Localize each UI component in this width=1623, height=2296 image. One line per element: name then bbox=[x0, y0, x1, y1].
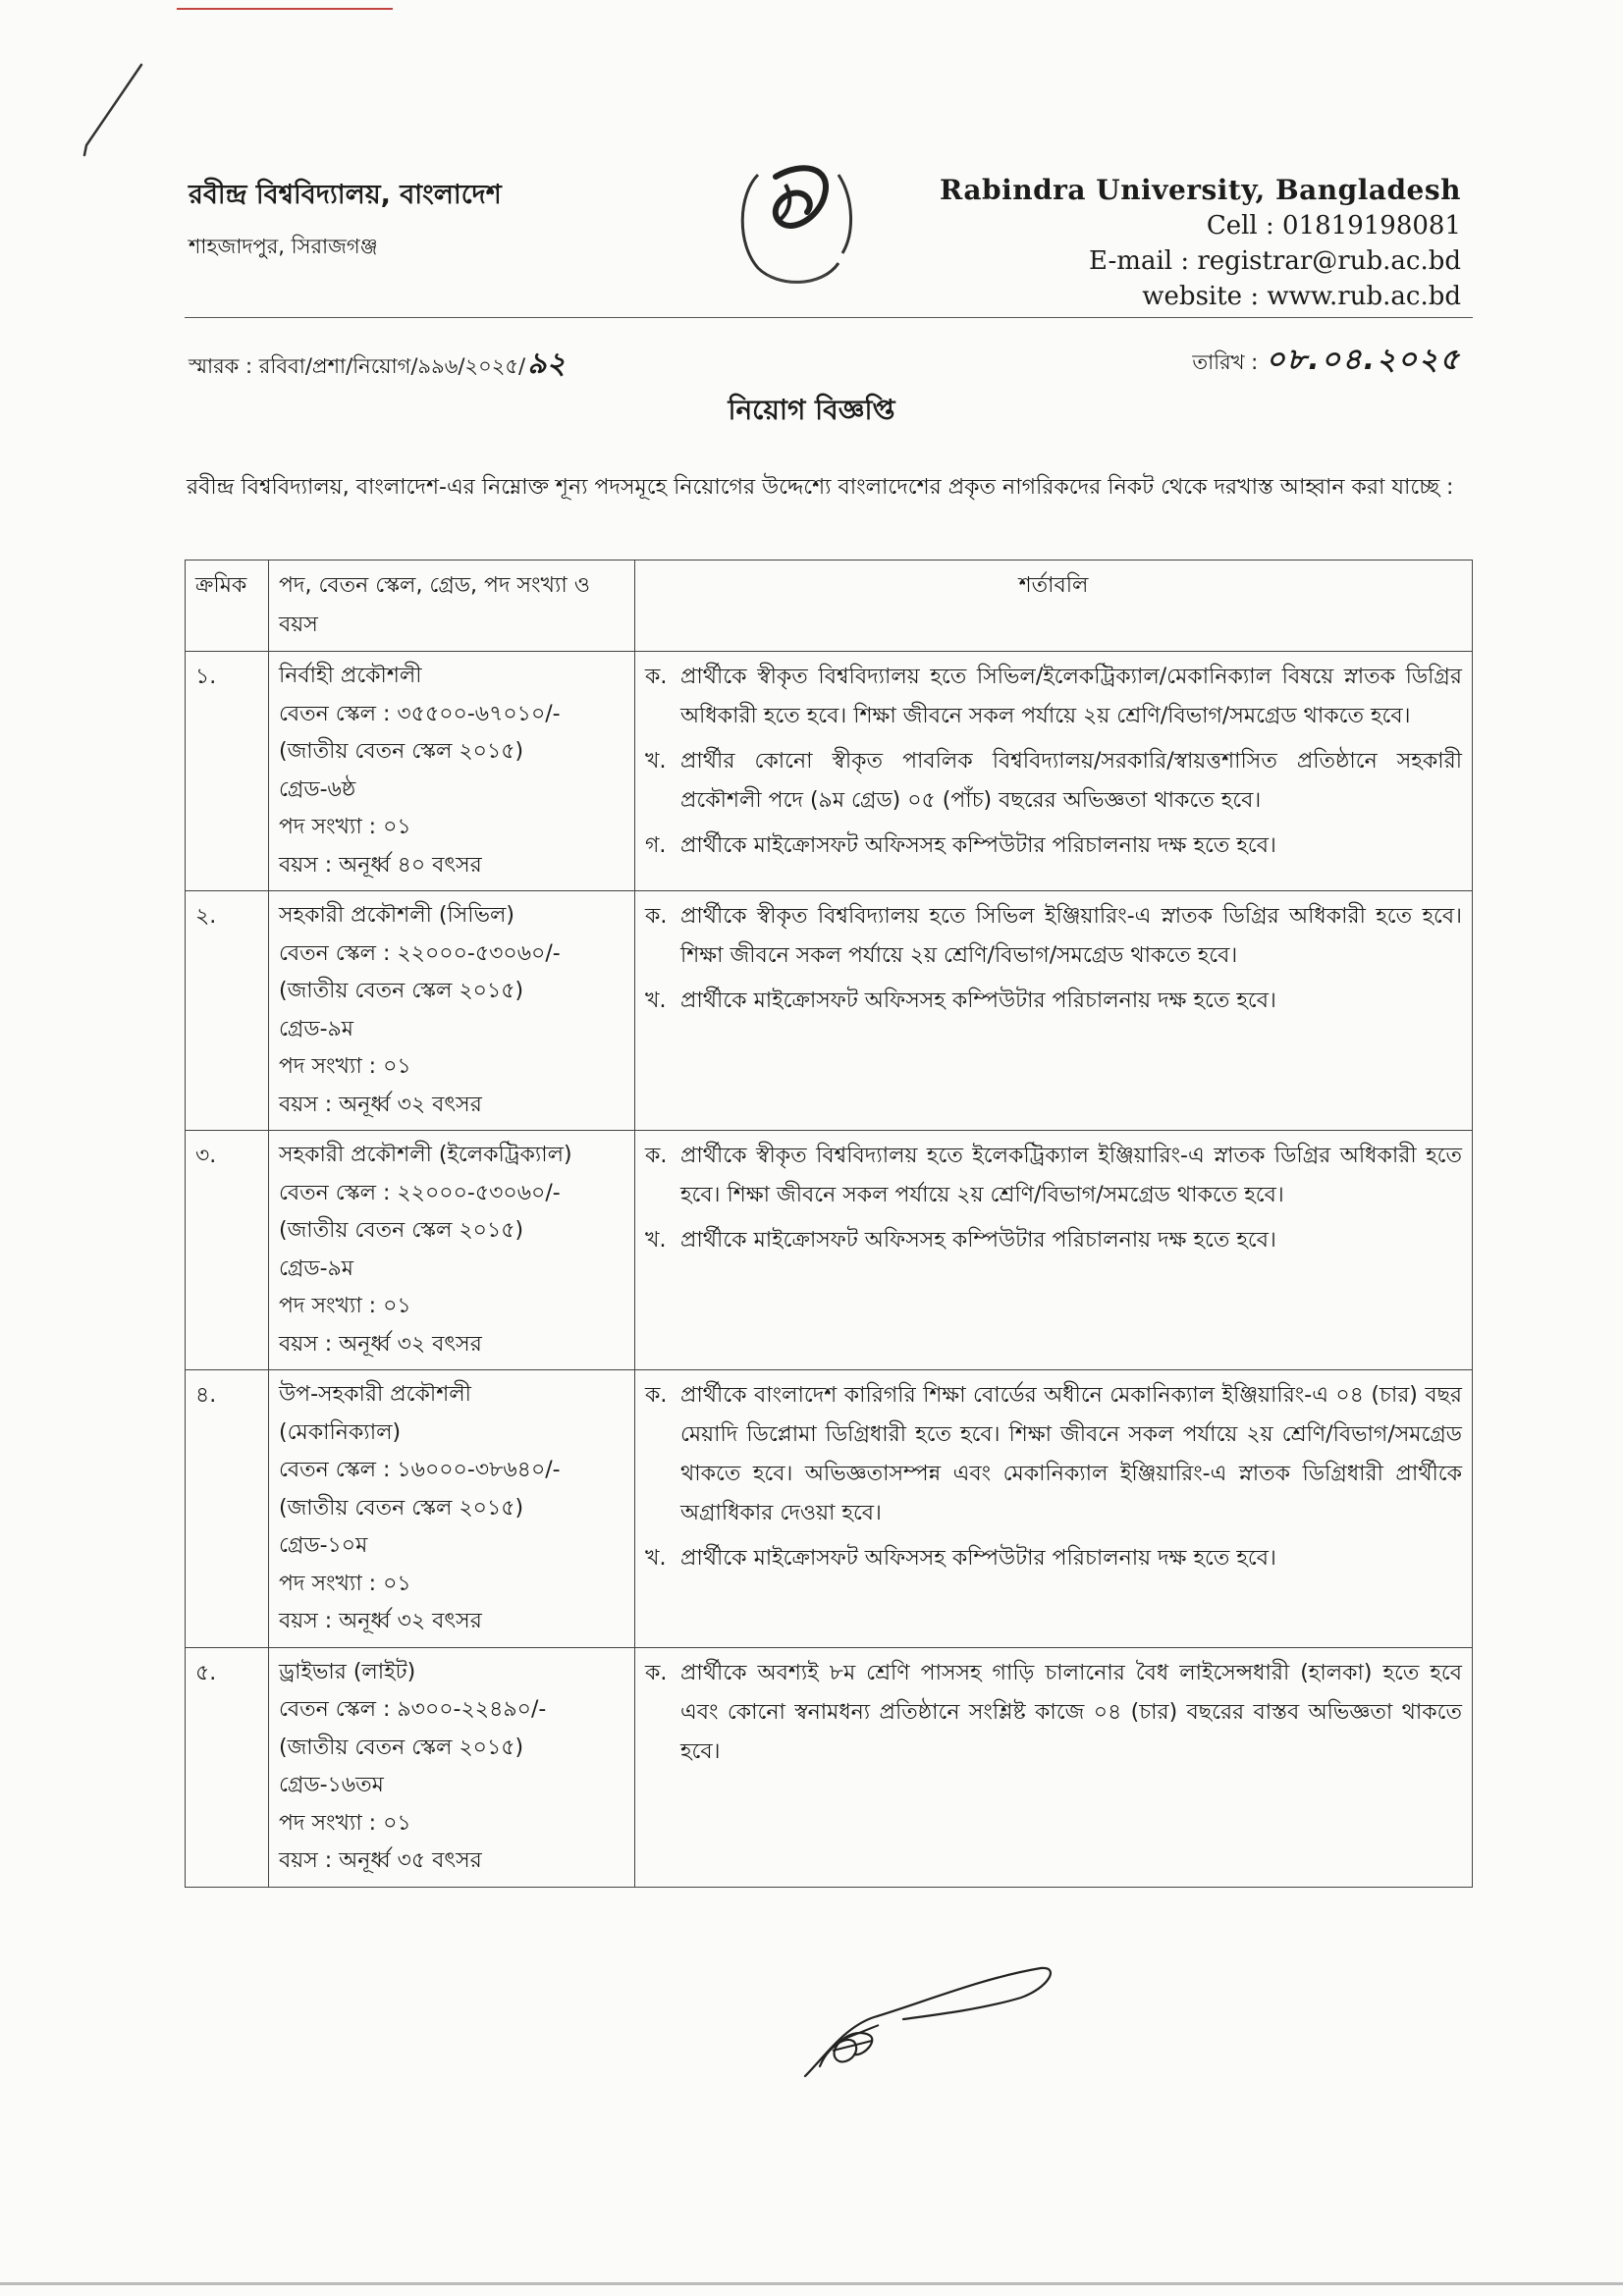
website-url: website : www.rub.ac.bd bbox=[1142, 282, 1461, 311]
post-line: বয়স : অনূর্ধ্ব ৪০ বৎসর bbox=[279, 852, 482, 878]
post-line: গ্রেড-৯ম bbox=[279, 1016, 354, 1041]
university-name-en: Rabindra University, Bangladesh bbox=[939, 174, 1461, 206]
post-line: (জাতীয় বেতন স্কেল ২০১৫) bbox=[279, 1735, 524, 1760]
post-line: গ্রেড-১৬তম bbox=[279, 1773, 384, 1797]
table-row bbox=[186, 891, 1473, 1131]
header-post: পদ, বেতন স্কেল, গ্রেড, পদ সংখ্যা ও বয়স bbox=[269, 561, 635, 652]
condition-text: প্রার্থীকে মাইক্রোসফট অফিসসহ কম্পিউটার পরিচালনায় দক্ষ হতে হবে। bbox=[680, 1228, 1276, 1253]
top-edge-line bbox=[177, 8, 393, 10]
memo-number bbox=[189, 340, 566, 390]
university-name-bn: রবীন্দ্র বিশ্ববিদ্যালয়, বাংলাদেশ bbox=[189, 180, 502, 210]
condition-text: প্রার্থীর কোনো স্বীকৃত পাবলিক বিশ্ববিদ্যালয়/সরকারি/স্বায়ত্তশাসিত প্রতিষ্ঠানে সহকারী প্রকৌশলী পদে (৯ম গ্রেড) ০৫ (পাঁচ) বছরের অভিজ্ঞতা থাকতে হবে। bbox=[680, 749, 1462, 813]
conditions-cell bbox=[635, 1370, 1473, 1648]
condition-item bbox=[645, 982, 1462, 1021]
condition-text: প্রার্থীকে স্বীকৃত বিশ্ববিদ্যালয় হতে সিভিল/ইলেকট্রিক্যাল/মেকানিক্যাল বিষয়ে স্নাতক ডিগ্রির অধিকারী হতে হবে। শিক্ষা জীবনে সকল পর্যায়ে ২য় শ্রেণি/বিভাগ/সমগ্রেড থাকতে হবে। bbox=[680, 665, 1462, 728]
cell-number: Cell : 01819198081 bbox=[1206, 211, 1461, 240]
table-header-row bbox=[186, 561, 1473, 652]
signature bbox=[785, 1949, 1080, 2096]
conditions-cell bbox=[635, 1647, 1473, 1887]
post-line: পদ সংখ্যা : ০১ bbox=[279, 1571, 411, 1596]
serial-cell: ১. bbox=[186, 652, 269, 891]
table-row bbox=[186, 1370, 1473, 1648]
post-line: উপ-সহকারী প্রকৌশলী bbox=[279, 1382, 471, 1407]
post-line: বয়স : অনূর্ধ্ব ৩২ বৎসর bbox=[279, 1092, 482, 1117]
post-line: বেতন স্কেল : ১৬০০০-৩৮৬৪০/- bbox=[279, 1458, 561, 1482]
post-cell bbox=[269, 652, 635, 891]
university-address-bn: শাহজাদপুর, সিরাজগঞ্জ bbox=[189, 235, 378, 258]
pen-mark bbox=[79, 61, 147, 159]
condition-text: প্রার্থীকে মাইক্রোসফট অফিসসহ কম্পিউটার পরিচালনায় দক্ষ হতে হবে। bbox=[680, 988, 1276, 1013]
post-line: পদ সংখ্যা : ০১ bbox=[279, 1294, 411, 1318]
post-line: পদ সংখ্যা : ০১ bbox=[279, 1810, 411, 1836]
condition-item bbox=[645, 1221, 1462, 1260]
condition-item bbox=[645, 1539, 1462, 1578]
condition-letter: খ. bbox=[645, 749, 667, 774]
bangla-header bbox=[189, 175, 502, 265]
date-value: ০৮.০৪.২০২৫ bbox=[1266, 343, 1461, 377]
memo-handwritten-number: ৯২ bbox=[527, 347, 567, 381]
serial-cell: ৫. bbox=[186, 1647, 269, 1887]
condition-letter: ক. bbox=[645, 1144, 668, 1168]
conditions-cell bbox=[635, 891, 1473, 1131]
post-line: গ্রেড-৯ম bbox=[279, 1255, 354, 1281]
condition-letter: খ. bbox=[645, 1546, 667, 1571]
post-line: ড্রাইভার (লাইট) bbox=[279, 1659, 416, 1684]
post-cell bbox=[269, 891, 635, 1131]
post-line: (মেকানিক্যাল) bbox=[279, 1419, 402, 1445]
post-line: সহকারী প্রকৌশলী (সিভিল) bbox=[279, 903, 514, 928]
header-conditions: শর্তাবলি bbox=[635, 561, 1473, 652]
condition-letter: ক. bbox=[645, 1660, 668, 1685]
date-block bbox=[1192, 336, 1461, 386]
condition-letter: ক. bbox=[645, 1383, 668, 1408]
condition-letter: খ. bbox=[645, 988, 667, 1013]
post-cell bbox=[269, 1370, 635, 1648]
table-row bbox=[186, 1131, 1473, 1370]
header-serial: ক্রমিক bbox=[186, 561, 269, 652]
notice-title: নিয়োগ বিজ্ঞপ্তি bbox=[728, 394, 895, 426]
post-line: পদ সংখ্যা : ০১ bbox=[279, 1054, 411, 1079]
post-cell bbox=[269, 1647, 635, 1887]
memo-label: স্মারক : রবিবা/প্রশা/নিয়োগ/৯৯৬/২০২৫/ bbox=[189, 354, 526, 378]
post-line: (জাতীয় বেতন স্কেল ২০১৫) bbox=[279, 979, 524, 1003]
post-line: বেতন স্কেল : ৩৫৫০০-৬৭০১০/- bbox=[279, 701, 561, 726]
post-line: বয়স : অনূর্ধ্ব ৩২ বৎসর bbox=[279, 1609, 482, 1633]
condition-text: প্রার্থীকে অবশ্যই ৮ম শ্রেণি পাসসহ গাড়ি চালানোর বৈধ লাইসেন্সধারী (হালকা) হতে হবে এবং কোনো স্বনামধন্য প্রতিষ্ঠানে সংশ্লিষ্ট কাজে ০৪ (চার) বছরের বাস্তব অভিজ্ঞতা থাকতে হবে। bbox=[680, 1660, 1462, 1764]
table-row bbox=[186, 1647, 1473, 1887]
post-line: বয়স : অনূর্ধ্ব ৩২ বৎসর bbox=[279, 1331, 482, 1357]
post-line: সহকারী প্রকৌশলী (ইলেকট্রিক্যাল) bbox=[279, 1143, 572, 1167]
english-header bbox=[940, 173, 1461, 314]
university-seal-icon bbox=[729, 155, 866, 306]
condition-item bbox=[645, 1376, 1462, 1533]
condition-text: প্রার্থীকে বাংলাদেশ কারিগরি শিক্ষা বোর্ডের অধীনে মেকানিক্যাল ইঞ্জিয়ারিং-এ ০৪ (চার) বছর মেয়াদি ডিপ্লোমা ডিগ্রিধারী হতে হবে। শিক্ষা জীবনে সকল পর্যায়ে ২য় শ্রেণি/বিভাগ/সমগ্রেড থাকতে হবে। অভিজ্ঞতাসম্পন্ন এবং মেকানিক্যাল ইঞ্জিয়ারিং-এ স্নাতক ডিগ্রিধারী প্রার্থীকে অগ্রাধিকার দেওয়া হবে। bbox=[680, 1383, 1462, 1525]
conditions-cell bbox=[635, 652, 1473, 891]
intro-paragraph: রবীন্দ্র বিশ্ববিদ্যালয়, বাংলাদেশ-এর নিম্নোক্ত শূন্য পদসমূহে নিয়োগের উদ্দেশ্যে বাংলাদেশের প্রকৃত নাগরিকদের নিকট থেকে দরখাস্ত আহ্বান করা যাচ্ছে : bbox=[187, 475, 1454, 500]
post-line: বেতন স্কেল : ২২০০০-৫৩০৬০/- bbox=[279, 940, 561, 966]
condition-item bbox=[645, 1654, 1462, 1772]
vacancy-table bbox=[185, 560, 1473, 1888]
date-label: তারিখ : bbox=[1192, 350, 1259, 374]
email-address: E-mail : registrar@rub.ac.bd bbox=[1089, 246, 1461, 276]
post-line: বয়স : অনূর্ধ্ব ৩৫ বৎসর bbox=[279, 1848, 482, 1873]
post-line: গ্রেড-১০ম bbox=[279, 1533, 368, 1558]
condition-text: প্রার্থীকে স্বীকৃত বিশ্ববিদ্যালয় হতে সিভিল ইঞ্জিয়ারিং-এ স্নাতক ডিগ্রির অধিকারী হতে হবে। শিক্ষা জীবনে সকল পর্যায়ে ২য় শ্রেণি/বিভাগ/সমগ্রেড থাকতে হবে। bbox=[680, 904, 1462, 968]
post-line: বেতন স্কেল : ৯৩০০-২২৪৯০/- bbox=[279, 1697, 547, 1722]
post-line: নির্বাহী প্রকৌশলী bbox=[279, 664, 422, 688]
post-line: গ্রেড-৬ষ্ঠ bbox=[279, 776, 356, 802]
condition-item bbox=[645, 658, 1462, 736]
table-row bbox=[186, 652, 1473, 891]
serial-cell: ৩. bbox=[186, 1131, 269, 1370]
condition-item bbox=[645, 742, 1462, 821]
condition-item bbox=[645, 827, 1462, 866]
condition-item bbox=[645, 897, 1462, 976]
table-body bbox=[186, 652, 1473, 1888]
condition-letter: ক. bbox=[645, 665, 668, 689]
condition-text: প্রার্থীকে মাইক্রোসফট অফিসসহ কম্পিউটার পরিচালনায় দক্ষ হতে হবে। bbox=[680, 833, 1276, 858]
serial-cell: ২. bbox=[186, 891, 269, 1131]
bottom-edge-line bbox=[0, 2282, 1623, 2285]
condition-text: প্রার্থীকে মাইক্রোসফট অফিসসহ কম্পিউটার পরিচালনায় দক্ষ হতে হবে। bbox=[680, 1546, 1276, 1571]
serial-cell: ৪. bbox=[186, 1370, 269, 1648]
condition-text: প্রার্থীকে স্বীকৃত বিশ্ববিদ্যালয় হতে ইলেকট্রিক্যাল ইঞ্জিয়ারিং-এ স্নাতক ডিগ্রির অধিকারী হতে হবে। শিক্ষা জীবনে সকল পর্যায়ে ২য় শ্রেণি/বিভাগ/সমগ্রেড থাকতে হবে। bbox=[680, 1144, 1462, 1207]
post-line: (জাতীয় বেতন স্কেল ২০১৫) bbox=[279, 739, 524, 764]
conditions-cell bbox=[635, 1131, 1473, 1370]
post-line: (জাতীয় বেতন স্কেল ২০১৫) bbox=[279, 1218, 524, 1243]
post-line: পদ সংখ্যা : ০১ bbox=[279, 815, 411, 839]
condition-item bbox=[645, 1137, 1462, 1215]
post-cell bbox=[269, 1131, 635, 1370]
condition-letter: গ. bbox=[645, 833, 667, 858]
post-line: (জাতীয় বেতন স্কেল ২০১৫) bbox=[279, 1495, 524, 1521]
condition-letter: ক. bbox=[645, 904, 668, 929]
condition-letter: খ. bbox=[645, 1228, 667, 1253]
post-line: বেতন স্কেল : ২২০০০-৫৩০৬০/- bbox=[279, 1180, 561, 1205]
header-divider bbox=[185, 317, 1473, 318]
